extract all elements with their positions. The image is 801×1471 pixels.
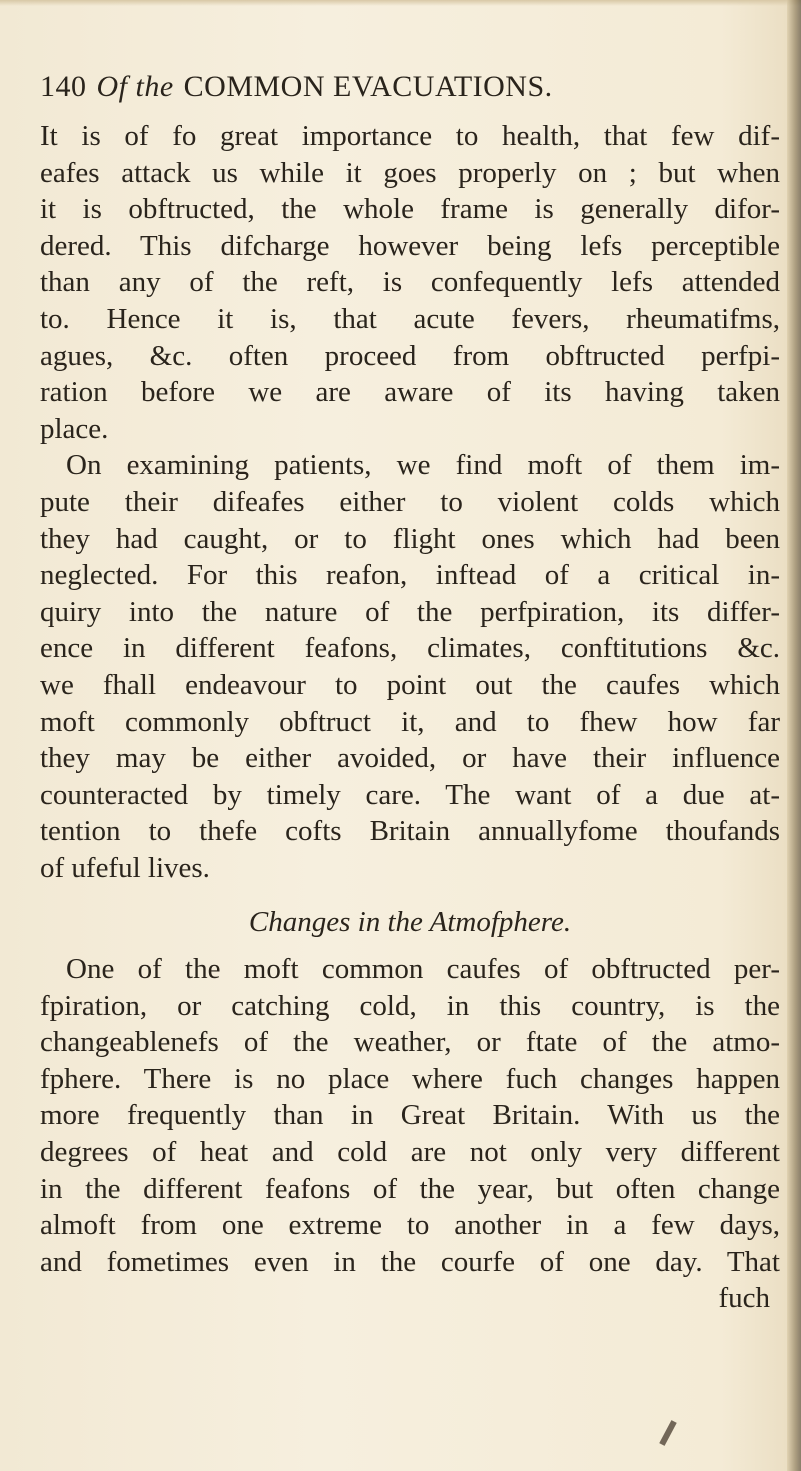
paragraph-3-line: and fometimes even in the courfe of one day. That xyxy=(40,1245,780,1278)
paragraph-2-line: they may be either avoided, or have their influence xyxy=(40,742,780,775)
paragraph-3-line: degrees of heat and cold are not only very different xyxy=(40,1136,780,1169)
paragraph-3-line: more frequently than in Great Britain. With us the xyxy=(40,1099,780,1132)
paragraph-1-line: to. Hence it is, that acute fevers, rheumatifms, xyxy=(40,302,780,335)
paragraph-2-line: of ufeful lives. xyxy=(40,851,210,884)
paragraph-2-line: ence in different feafons, climates, conftitutions &c. xyxy=(40,632,780,665)
paragraph-1-line: place. xyxy=(40,412,109,445)
text-block xyxy=(40,118,780,1317)
paragraph-2-line: counteracted by timely care. The want of a due at- xyxy=(40,778,780,811)
paragraph-1-line: eafes attack us while it goes properly on ; but when xyxy=(40,156,780,189)
running-head-title: COMMON EVACUATIONS. xyxy=(183,70,553,103)
paragraph-2-line: On examining patients, we find moft of them im- xyxy=(66,449,780,482)
paragraph-2-line: tention to thefe cofts Britain annuallyfome thoufands xyxy=(40,815,780,848)
paragraph-1-line: dered. This difcharge however being lefs perceptible xyxy=(40,229,780,262)
paragraph-2-line: pute their difeafes either to violent colds which xyxy=(40,485,780,518)
page-number: 140 xyxy=(40,70,87,103)
ink-mark xyxy=(659,1420,677,1446)
paragraph-2-line: quiry into the nature of the perfpiration, its differ- xyxy=(40,595,780,628)
paragraph-3-line: One of the moft common caufes of obftructed per- xyxy=(66,953,780,986)
paragraph-1-line: ration before we are aware of its having taken xyxy=(40,376,780,409)
page-top-edge xyxy=(0,0,801,6)
catchword: fuch xyxy=(718,1282,770,1315)
section-heading: Changes in the Atmofphere. xyxy=(248,906,572,939)
paragraph-3-line: fpiration, or catching cold, in this country, is the xyxy=(40,989,780,1022)
running-head-italic: Of the xyxy=(96,70,174,103)
paragraph-1-line: It is of fo great importance to health, that few dif- xyxy=(40,120,780,152)
paragraph-1-line: than any of the reft, is confequently lefs attended xyxy=(40,266,780,299)
paragraph-1-line: it is obftructed, the whole frame is generally difor- xyxy=(40,193,780,226)
paragraph-3-line: changeablenefs of the weather, or ftate of the atmo- xyxy=(40,1026,780,1059)
running-head xyxy=(40,70,553,104)
paragraph-2-line: they had caught, or to flight ones which had been xyxy=(40,522,780,555)
paragraph-3-line: almoft from one extreme to another in a few days, xyxy=(40,1209,780,1242)
page-binding-edge xyxy=(787,0,801,1471)
paragraph-1-line: agues, &c. often proceed from obftructed perfpi- xyxy=(40,339,780,372)
paragraph-3-line: in the different feafons of the year, but often change xyxy=(40,1172,780,1205)
paragraph-2-line: moft commonly obftruct it, and to fhew how far xyxy=(40,705,780,738)
paragraph-2-line: we fhall endeavour to point out the caufes which xyxy=(40,668,780,701)
paragraph-3-line: fphere. There is no place where fuch changes happen xyxy=(40,1062,780,1095)
paragraph-2-line: neglected. For this reafon, inftead of a critical in- xyxy=(40,559,780,592)
